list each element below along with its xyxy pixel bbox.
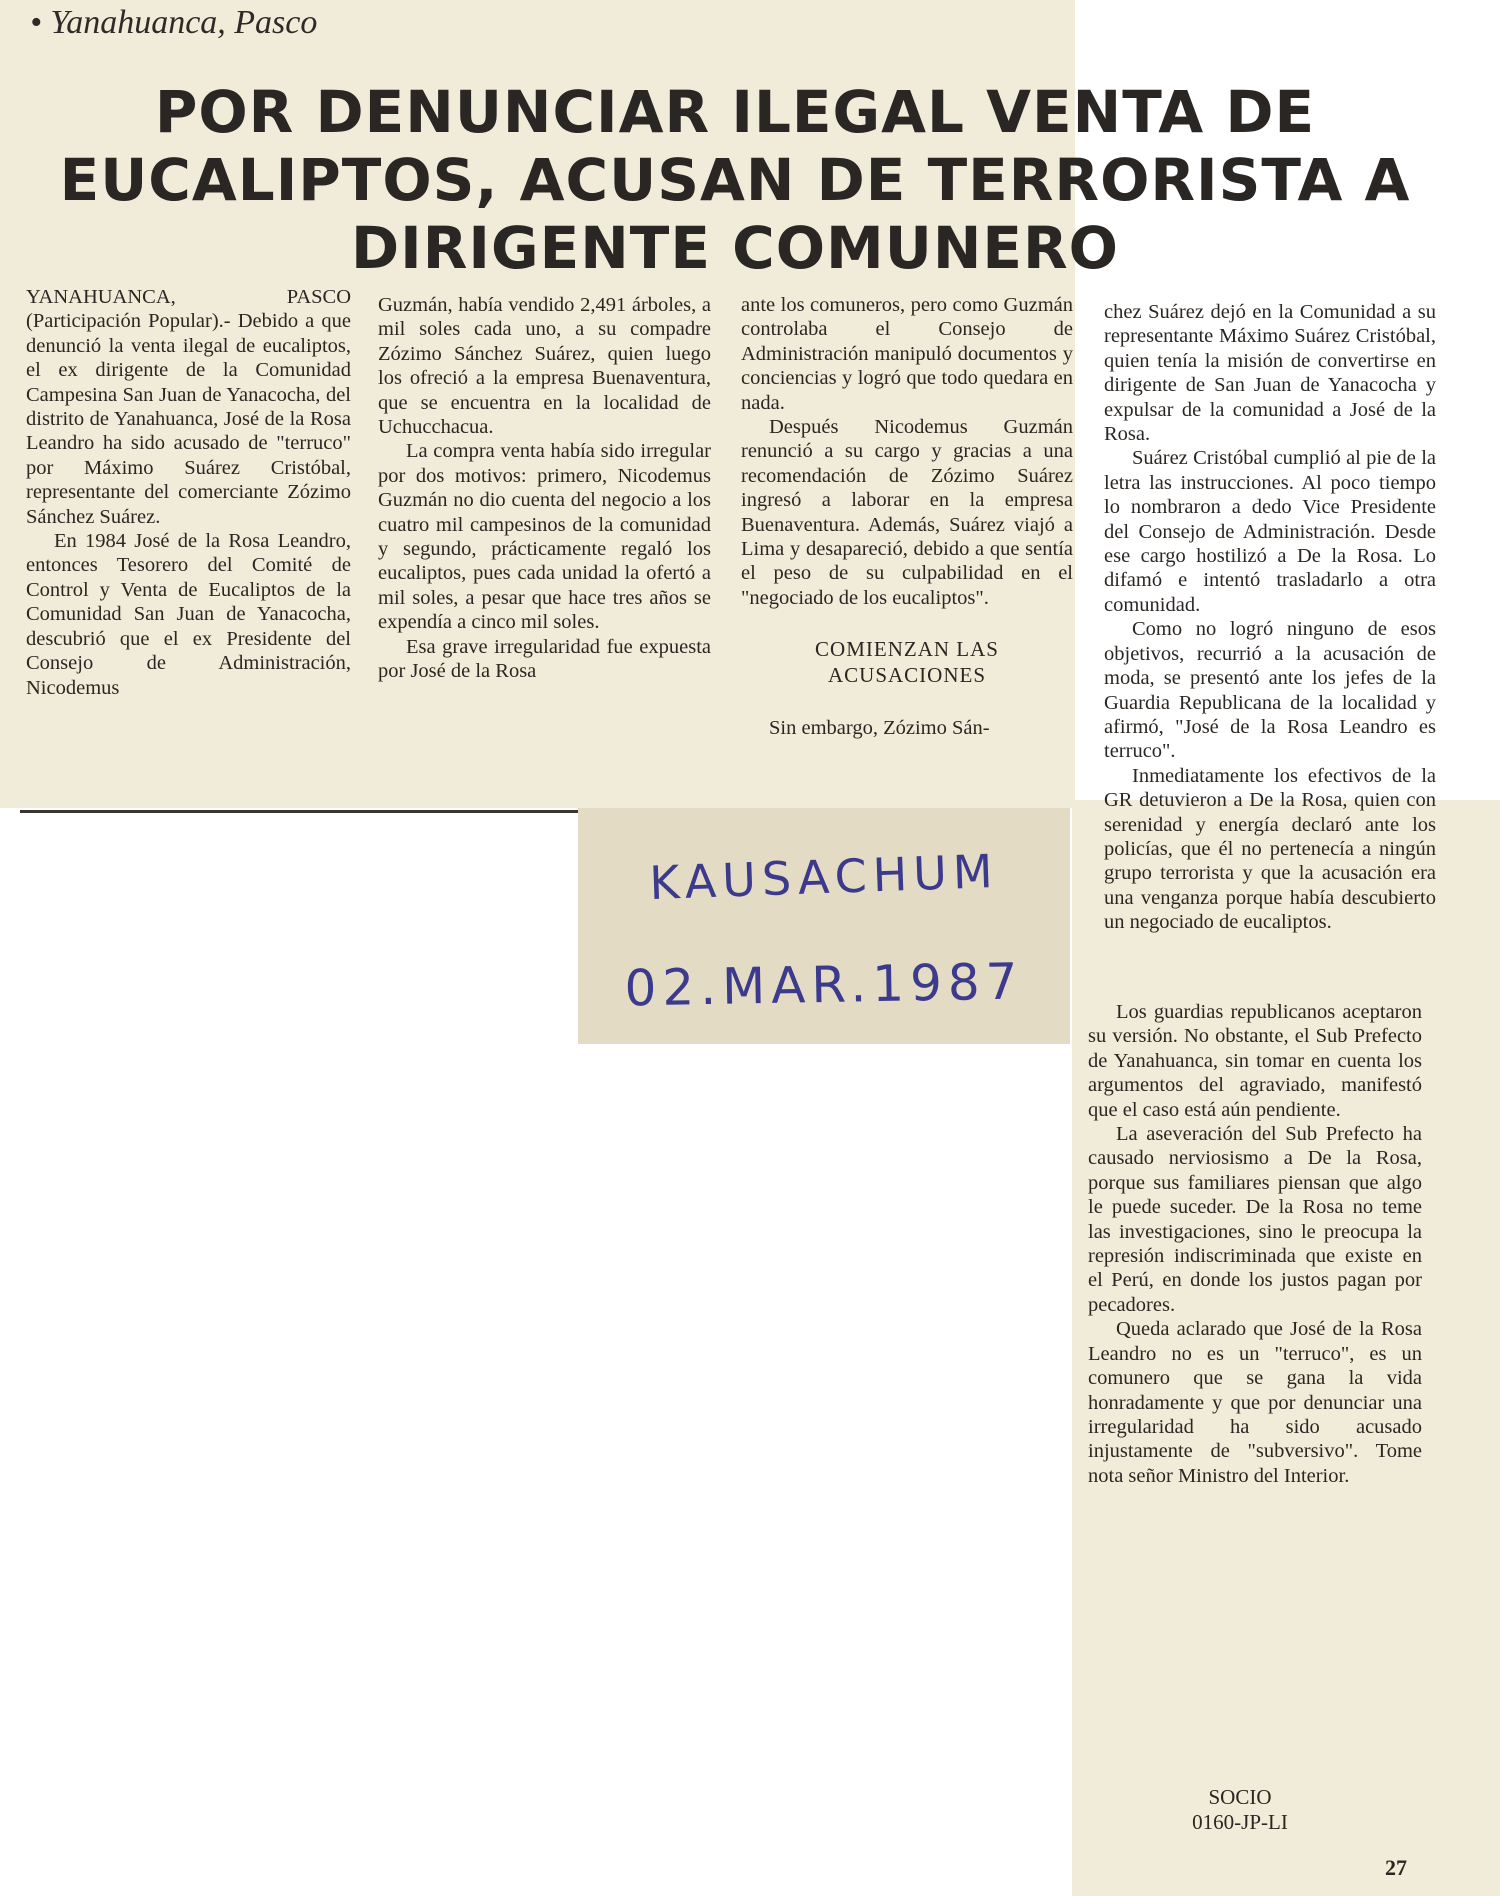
paragraph: Los guardias republicanos aceptaron su versión. No obstante, el Sub Prefecto de Yanahuanca, sin tomar en cuenta los argumentos del agraviado, manifestó que el caso está aún pendiente. (1088, 1001, 1422, 1121)
headline: POR DENUNCIAR ILEGAL VENTA DE EUCALIPTOS, ACUSAN DE TERRORISTA A DIRIGENTE COMUNERO (59, 78, 1411, 282)
paragraph: Guzmán, había vendido 2,491 árboles, a mil soles cada uno, a su compadre Zózimo Sánchez Suárez, quien luego los ofreció a la empresa Buenaventura, que se encuentra en la localidad de Uchucchacua. (378, 294, 711, 439)
article-column-4-continued (1088, 1000, 1422, 1488)
signature-block (1090, 1785, 1390, 1835)
paragraph: La compra venta había sido irregular por dos motivos: primero, Nicodemus Guzmán no dio cuenta del negocio a los cuatro mil campesinos de la comunidad y segundo, prácticamente regaló los eucaliptos, pues cada unidad la ofertó a mil soles, a pesar que hace tres años se expendía a cinco mil soles. (378, 440, 711, 634)
paragraph: En 1984 José de la Rosa Leandro, entonces Tesorero del Comité de Control y Venta de Eucaliptos de la Comunidad San Juan de Yanacocha, descubrió que el ex Presidente del Consejo de Administración, Nicodemus (26, 530, 351, 699)
paragraph: Inmediatamente los efectivos de la GR detuvieron a De la Rosa, quien con serenidad y energía declaró ante los policías, que él no pertenecía a ningún grupo terrorista y que la acusación era una venganza porque había descubierto un negociado de eucaliptos. (1104, 764, 1436, 934)
paragraph: ante los comuneros, pero como Guzmán controlaba el Consejo de Administración manipuló documentos y conciencias y logró que todo quedara en nada. (741, 294, 1073, 414)
signature-line-1: SOCIO (1208, 1785, 1272, 1809)
paragraph: chez Suárez dejó en la Comunidad a su representante Máximo Suárez Cristóbal, quien tenía la misión de convertirse en dirigente de San Juan de Yanacocha y expulsar de la comunidad a José de la Rosa. (1104, 301, 1436, 446)
page-number: 27 (1385, 1855, 1407, 1880)
paragraph: Después Nicodemus Guzmán renunció a su cargo y gracias a una recomendación de Zózimo Suárez ingresó a laborar en la empresa Buenaventura. Además, Suárez viajó a Lima y desapareció, debido a que sentía el peso de su culpabilidad en el "negociado de los eucaliptos". (741, 416, 1073, 609)
stamp-name: KAUSACHUM (648, 843, 1000, 911)
article-column-3 (741, 293, 1073, 741)
signature-line-2: 0160-JP-LI (1192, 1810, 1288, 1834)
stamp-date: 02.MAR.1987 (624, 952, 1024, 1018)
location-kicker: • Yanahuanca, Pasco (30, 4, 318, 41)
paragraph: Queda aclarado que José de la Rosa Leandro no es un "terruco", es un comunero que se gana la vida honradamente y que por denunciar una irregularidad ha sido acusado injustamente de "subversivo". Tome nota señor Ministro del Interior. (1088, 1318, 1422, 1487)
paragraph: Sin embargo, Zózimo Sán- (769, 717, 990, 740)
paragraph: Esa grave irregularidad fue expuesta por José de la Rosa (378, 635, 711, 683)
paragraph: YANAHUANCA, PASCO (Participación Popular).- Debido a que denunció la venta ilegal de eucaliptos, el ex dirigente de la Comunidad Campesina San Juan de Yanacocha, del distrito de Yanahuanca, José de la Rosa Leandro ha sido acusado de "terruco" por Máximo Suárez Cristóbal, representante del comerciante Zózimo Sánchez Suárez. (26, 286, 351, 528)
paragraph: Suárez Cristóbal cumplió al pie de la letra las instrucciones. Al poco tiempo lo nombraron a dedo Vice Presidente del Consejo de Administración. Desde ese cargo hostilizó a De la Rosa. Lo difamó e intentó trasladarlo a otra comunidad. (1104, 447, 1436, 616)
paragraph: La aseveración del Sub Prefecto ha causado nerviosismo a De la Rosa, porque sus familiares piensan que algo le puede suceder. De la Rosa no teme las investigaciones, sino le preocupa la represión indiscriminada que existe en el Perú, en donde los justos pagan por pecadores. (1088, 1123, 1422, 1316)
section-subheading: COMIENZAN LAS ACUSACIONES (815, 637, 999, 688)
archive-stamp (578, 808, 1070, 1044)
article-column-1 (26, 285, 351, 700)
article-column-2 (378, 293, 711, 684)
paragraph: Como no logró ninguno de esos objetivos, recurrió a la acusación de moda, se presentó ante los jefes de la Guardia Republicana de la localidad y afirmó, "José de la Rosa Leandro es terruco". (1104, 618, 1436, 763)
article-column-4 (1104, 300, 1436, 935)
